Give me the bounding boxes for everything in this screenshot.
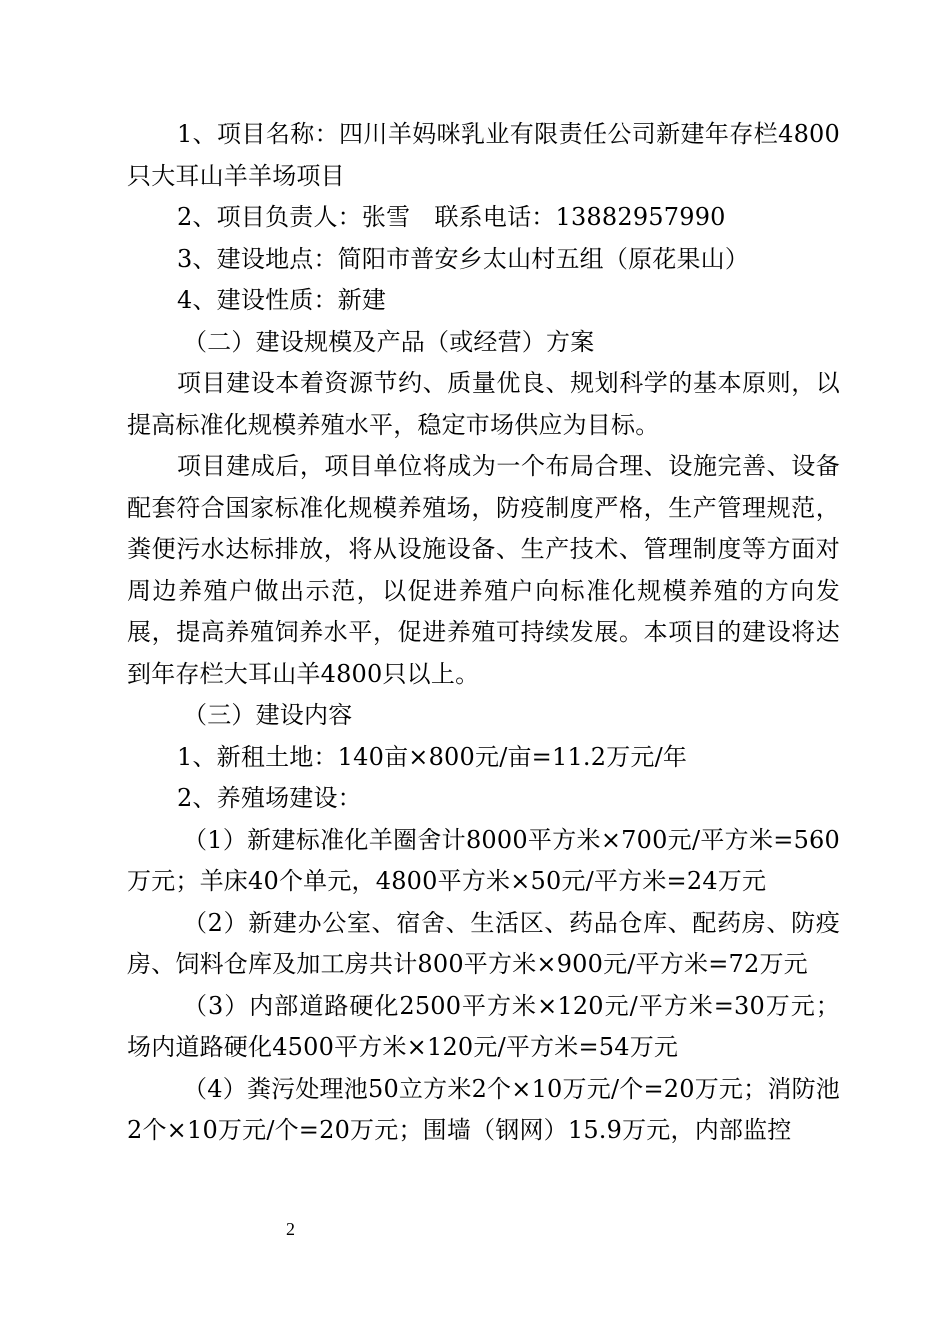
content-subitem-facilities: （4）粪污处理池50立方米2个×10万元/个=20万元；消防池2个×10万元/个=20万元；围墙（钢网）15.9万元，内部监控 <box>127 1074 840 1144</box>
content-subitem-roads: （3）内部道路硬化2500平方米×120元/平方米=30万元；场内道路硬化4500平方米×120元/平方米=54万元 <box>127 991 840 1061</box>
section-heading-content: （三）建设内容 <box>183 701 353 729</box>
item-project-leader: 2、项目负责人：张雪 联系电话：13882957990 <box>177 203 726 231</box>
content-subitem-buildings: （2）新建办公室、宿舍、生活区、药品仓库、配药房、防疫房、饲料仓库及加工房共计800平方米×900元/平方米=72万元 <box>127 908 840 978</box>
paragraph-outcome: 项目建成后，项目单位将成为一个布局合理、设施完善、设备配套符合国家标准化规模养殖场，防疫制度严格，生产管理规范，粪便污水达标排放，将从设施设备、生产技术、管理制度等方面对周边养殖户做出示范，以促进养殖户向标准化规模养殖的方向发展，提高养殖饲养水平，促进养殖可持续发展。本项目的建设将达到年存栏大耳山羊4800只以上。 <box>127 452 840 688</box>
section-heading-scale: （二）建设规模及产品（或经营）方案 <box>183 327 595 356</box>
item-construction-location: 3、建设地点：简阳市普安乡太山村五组（原花果山） <box>177 244 750 273</box>
item-construction-nature: 4、建设性质：新建 <box>177 286 387 314</box>
item-project-name: 1、项目名称：四川羊妈咪乳业有限责任公司新建年存栏4800只大耳山羊羊场项目 <box>127 120 840 190</box>
content-item-farm: 2、养殖场建设： <box>177 784 362 812</box>
content-item-land: 1、新租土地：140亩×800元/亩=11.2万元/年 <box>177 742 688 771</box>
content-subitem-sheep-pens: （1）新建标准化羊圈舍计8000平方米×700元/平方米=560万元；羊床40个单元，4800平方米×50元/平方米=24万元 <box>127 825 840 895</box>
page-number: 2 <box>286 1219 295 1239</box>
document-body <box>127 114 840 1152</box>
paragraph-principle: 项目建设本着资源节约、质量优良、规划科学的基本原则，以提高标准化规模养殖水平，稳定市场供应为目标。 <box>127 369 840 439</box>
